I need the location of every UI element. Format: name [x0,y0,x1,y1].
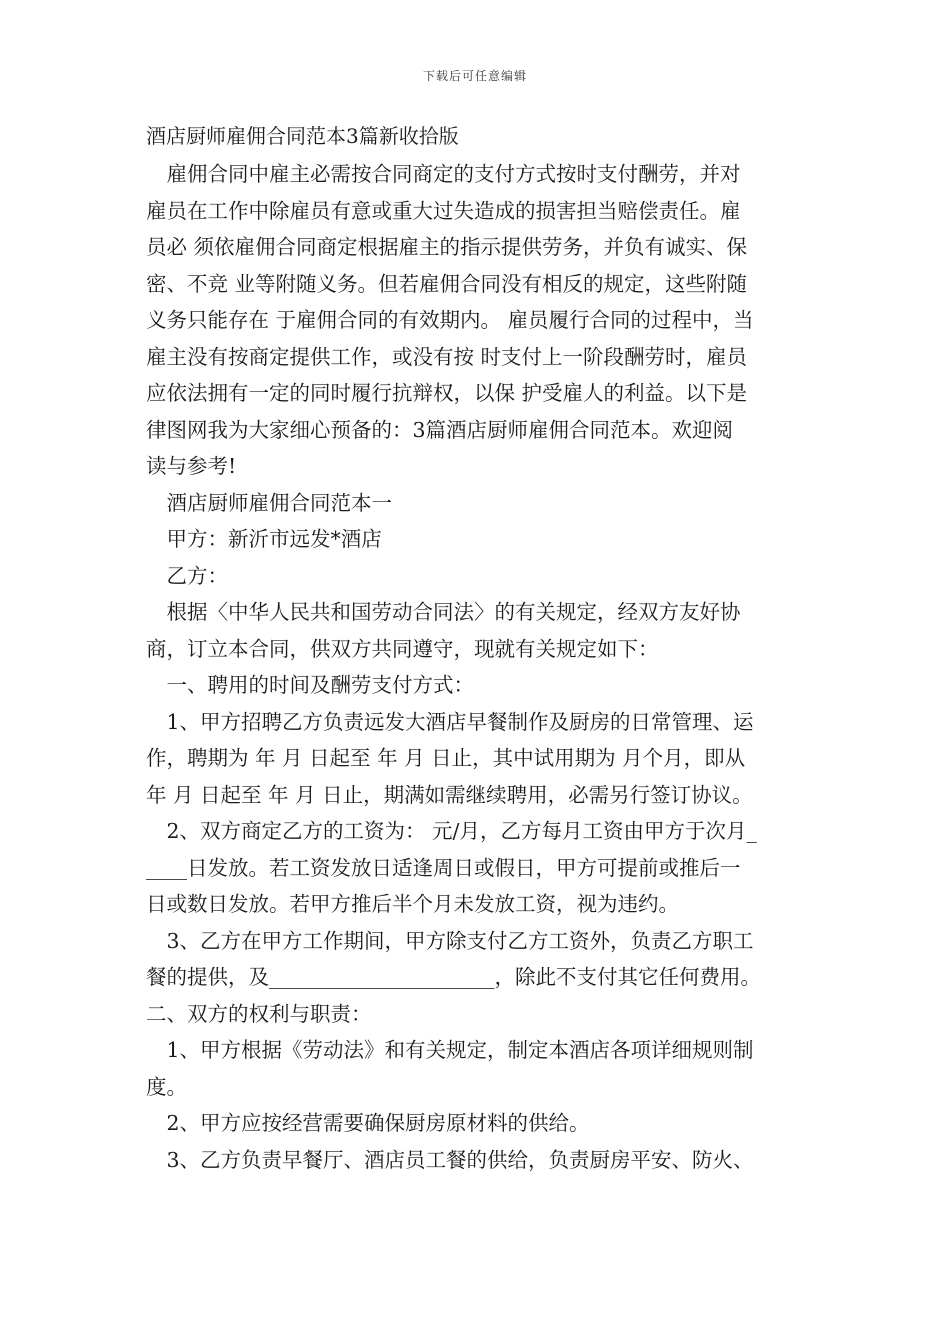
clause-line: 作，聘期为 年 月 日起至 年 月 日止，其中试用期为 月个月，即从 [146,746,746,770]
clause-1-1 [146,704,808,814]
clause-line: 2、双方商定乙方的工资为： 元/月，乙方每月工资由甲方于次月_ [146,819,757,843]
intro-line: 雇佣合同中雇主必需按合同商定的支付方式按时支付酬劳，并对 [146,162,741,186]
party-a: 甲方：新沂市远发*酒店 [146,527,382,551]
part1-title: 一、聘用的时间及酬劳支付方式： [146,673,474,697]
clause-line: 年 月 日起至 年 月 日止，期满如需继续聘用，必需另行签订协议。 [146,782,753,807]
intro-paragraph [146,156,808,485]
clause-line: 餐的提供，及______________________，除此不支付其它任何费用。 [146,965,761,989]
intro-line: 律图网我为大家细心预备的：3篇酒店厨师雇佣合同范本。欢迎阅 [146,417,734,442]
intro-line: 雇员在工作中除雇员有意或重大过失造成的损害担当赔偿责任。雇 [146,198,741,223]
document-title: 酒店厨师雇佣合同范本3篇新收拾版 [146,124,459,148]
section-title: 酒店厨师雇佣合同范本一 [146,490,392,515]
clause-2-2: 2、甲方应按经营需要确保厨房原材料的供给。 [146,1111,590,1135]
intro-line: 员必 须依雇佣合同商定根据雇主的指示提供劳务，并负有诚实、保 [146,235,748,259]
basis-paragraph [146,594,808,667]
basis-line: 商，订立本合同，供双方共同遵守，现就有关规定如下： [146,636,659,661]
intro-line: 应依法拥有一定的同时履行抗辩权，以保 护受雇人的利益。以下是 [146,381,748,405]
clause-line: ____日发放。若工资发放日适逢周日或假日，甲方可提前或推后一 [146,855,741,880]
intro-line: 雇主没有按商定提供工作，或没有按 时支付上一阶段酬劳时，雇员 [146,344,748,369]
header-note: 下载后可任意编辑 [422,69,527,83]
clause-line: 3、乙方在甲方工作期间，甲方除支付乙方工资外，负责乙方职工 [146,928,754,953]
clause-1-3 [146,923,808,996]
document-body [146,117,808,1178]
part2-title: 二、双方的权利与职责： [146,1001,372,1026]
clause-2-1 [146,1032,808,1105]
intro-line: 密、不竞 业等附随义务。但若雇佣合同没有相反的规定，这些附随 [146,271,748,296]
clause-line: 1、甲方根据《劳动法》和有关规定，制定本酒店各项详细规则制 [146,1038,754,1062]
clause-2-3: 3、乙方负责早餐厅、酒店员工餐的供给，负责厨房平安、防火、 [146,1147,754,1172]
clause-line: 1、甲方招聘乙方负责远发大酒店早餐制作及厨房的日常管理、运 [146,709,754,734]
party-b: 乙方： [146,563,228,588]
clause-line: 日或数日发放。若甲方推后半个月未发放工资，视为违约。 [146,892,679,916]
intro-line: 读与参考! [146,454,237,478]
basis-line: 根据〈中华人民共和国劳动合同法〉的有关规定，经双方友好协 [146,600,741,624]
clause-line: 度。 [146,1074,187,1099]
intro-line: 义务只能存在 于雇佣合同的有效期内。 雇员履行合同的过程中，当 [146,308,754,332]
clause-1-2 [146,813,808,923]
